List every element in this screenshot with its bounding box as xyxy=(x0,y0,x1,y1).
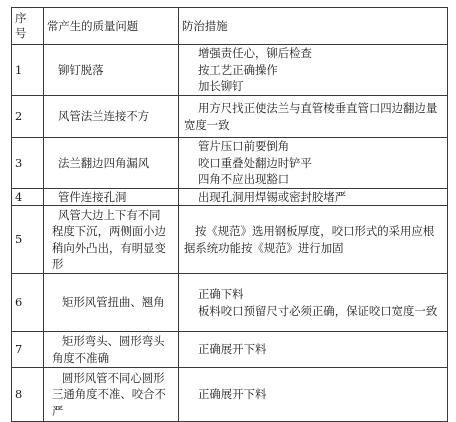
header-measures: 防治措施 xyxy=(179,8,448,45)
row-num: 4 xyxy=(12,188,44,206)
row-measures xyxy=(179,368,448,422)
measure-line: 正确展开下料 xyxy=(198,342,267,357)
table-row xyxy=(12,332,448,368)
row-num: 6 xyxy=(12,274,44,332)
measure-line: 正确展开下料 xyxy=(198,387,267,402)
row-num: 3 xyxy=(12,138,44,189)
row-num: 2 xyxy=(12,96,44,138)
row-num: 7 xyxy=(12,332,44,368)
measure-line: 四角不应出现豁口 xyxy=(198,172,290,186)
header-problem: 常产生的质量问题 xyxy=(44,8,179,45)
row-problem: 矩形风管扭曲、翘角 xyxy=(44,274,179,332)
measure-line: 用方尺找正使法兰与直管棱垂直管口四边翻边量宽度一致 xyxy=(184,101,438,132)
measure-line: 咬口重叠处翻边时铲平 xyxy=(198,155,312,170)
table-row xyxy=(12,138,448,189)
row-measures xyxy=(179,206,448,274)
row-measures xyxy=(179,45,448,96)
measure-line: 按《规范》选用钢板厚度，咬口形式的采用应根据系统功能按《规范》进行加固 xyxy=(184,224,435,255)
measure-line: 正确下料 xyxy=(198,287,244,301)
row-problem: 矩形弯头、圆形弯头角度不准确 xyxy=(44,332,179,368)
table-row xyxy=(12,206,448,274)
row-problem: 法兰翻边四角漏风 xyxy=(44,138,179,189)
measure-line: 按工艺正确操作 xyxy=(198,62,278,77)
table-row xyxy=(12,368,448,422)
row-measures xyxy=(179,138,448,189)
measure-line: 增强责任心，铆后检查 xyxy=(198,46,312,61)
measure-line: 出现孔洞用焊锡或密封胶堵严 xyxy=(198,189,347,204)
header-num-text: 序号 xyxy=(15,11,27,40)
measure-line: 管片压口前要倒角 xyxy=(198,139,290,153)
row-problem: 圆形风管不同心圆形三通角度不准、咬合不严 xyxy=(44,368,179,422)
row-problem: 铆钉脱落 xyxy=(44,45,179,96)
row-num: 1 xyxy=(12,45,44,96)
row-measures xyxy=(179,96,448,138)
header-num xyxy=(12,8,44,45)
quality-problems-table xyxy=(11,7,448,422)
row-measures xyxy=(179,188,448,206)
table-row xyxy=(12,45,448,96)
table-header-row xyxy=(12,8,448,45)
row-problem: 风管大边上下有不同程度下沉，两侧面小边稍向外凸出，有明显变形 xyxy=(44,206,179,274)
measure-line: 加长铆钉 xyxy=(198,79,244,94)
measure-line: 板料咬口预留尺寸必须正确，保证咬口宽度一致 xyxy=(198,303,438,318)
row-num: 8 xyxy=(12,368,44,422)
row-num: 5 xyxy=(12,206,44,274)
table-row xyxy=(12,274,448,332)
table-row xyxy=(12,188,448,206)
row-problem: 管件连接孔洞 xyxy=(44,188,179,206)
row-problem: 风管法兰连接不方 xyxy=(44,96,179,138)
table-row xyxy=(12,96,448,138)
row-measures xyxy=(179,332,448,368)
row-measures xyxy=(179,274,448,332)
